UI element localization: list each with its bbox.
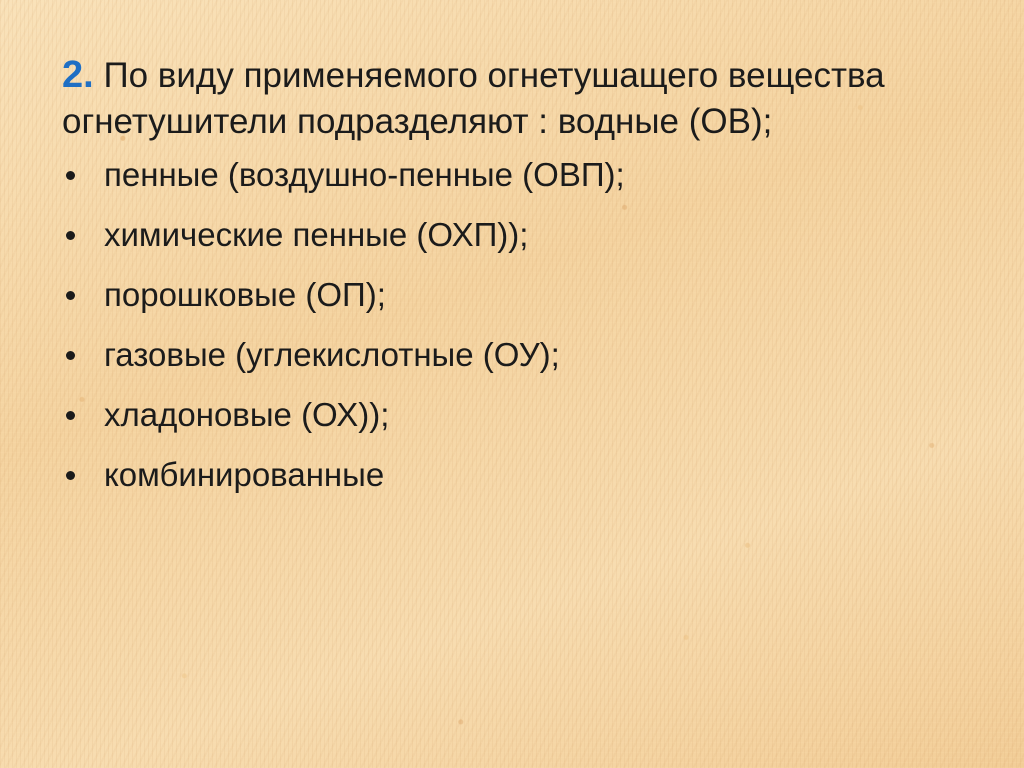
bullet-dot-icon (66, 171, 75, 180)
heading-text: По виду применяемого огнетушащего вещества огнетушители подразделяют : водные (ОВ); (62, 56, 885, 141)
bullet-dot-icon (66, 231, 75, 240)
list-item (52, 395, 984, 433)
bullet-dot-icon (66, 351, 75, 360)
list-item (52, 335, 984, 373)
list-item-label: газовые (углекислотные (ОУ); (104, 335, 560, 373)
list-item-label: химические пенные (ОХП)); (104, 215, 529, 253)
list-item (52, 215, 984, 253)
list-item-label: пенные (воздушно-пенные (ОВП); (104, 155, 625, 193)
list-item-label: порошковые (ОП); (104, 275, 386, 313)
slide-heading (52, 52, 952, 144)
list-item-label: комбинированные (104, 455, 385, 493)
list-item-label: хладоновые (ОХ)); (104, 395, 390, 433)
list-item (52, 155, 984, 193)
bullet-dot-icon (66, 471, 75, 480)
bullet-list (52, 155, 984, 493)
list-item (52, 455, 984, 493)
bullet-dot-icon (66, 411, 75, 420)
bullet-dot-icon (66, 291, 75, 300)
list-item (52, 275, 984, 313)
heading-number: 2. (62, 54, 94, 96)
slide-content (52, 52, 984, 518)
